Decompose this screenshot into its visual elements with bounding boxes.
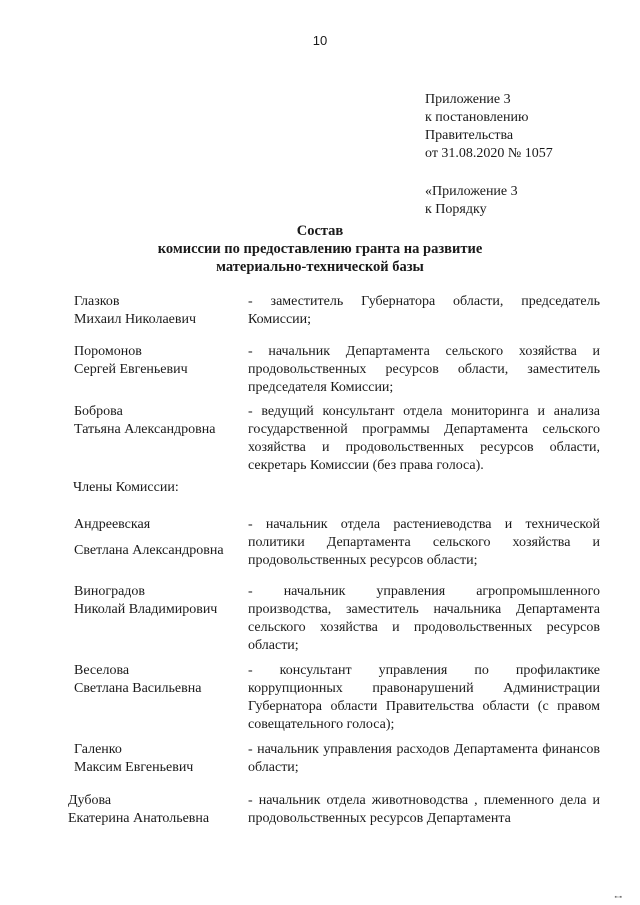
appendix-spacer — [425, 163, 625, 183]
appendix-line: «Приложение 3 — [425, 184, 518, 199]
person-role: - консультант управления по профилактике коррупционных правонарушений Администрации Губернатора области Правительства области (с правом совещательного голоса); — [248, 663, 600, 732]
person-role: - ведущий консультант отдела мониторинга и анализа государственной программы Департамента сельского хозяйства и продовольственных ресурсов области, секретарь Комиссии (без права голоса). — [248, 404, 600, 473]
given-names: Екатерина Анатольевна — [68, 811, 210, 826]
surname: Дубова — [68, 793, 112, 808]
person-name — [74, 662, 244, 698]
surname: Поромонов — [74, 344, 142, 359]
appendix-line: Приложение 3 — [425, 92, 511, 107]
surname: Глазков — [74, 294, 120, 309]
given-names: Светлана Александровна — [74, 543, 224, 558]
person-role: - заместитель Губернатора области, председатель Комиссии; — [248, 294, 600, 327]
person-role: - начальник отдела животноводства , племенного дела и продовольственных ресурсов Департамента — [248, 793, 600, 826]
surname: Боброва — [74, 404, 123, 419]
person-role: - начальник отдела растениеводства и технической политики Департамента сельского хозяйства и продовольственных ресурсов области; — [248, 517, 600, 568]
document-title — [0, 222, 640, 276]
appendix-line: к постановлению — [425, 110, 529, 125]
title-line: Состав — [296, 223, 344, 239]
appendix-line: к Порядку — [425, 202, 487, 217]
person-role: - начальник управления агропромышленного производства, заместитель начальника Департамента сельского хозяйства и продовольственных ресурсов области; — [248, 584, 600, 653]
given-names: Михаил Николаевич — [74, 312, 197, 327]
person-name — [74, 293, 244, 329]
surname: Виноградов — [74, 584, 146, 599]
appendix-line: от 31.08.2020 № 1057 — [425, 146, 553, 161]
surname: Галенко — [74, 742, 122, 757]
person-name — [68, 792, 246, 828]
scan-mark: ▪▫▪ — [614, 894, 622, 901]
appendix-block — [425, 91, 625, 219]
person-name — [74, 583, 244, 619]
given-names: Максим Евгеньевич — [74, 760, 194, 775]
person-name — [74, 741, 244, 777]
person-name — [74, 343, 244, 379]
given-names: Светлана Васильевна — [74, 681, 202, 696]
given-names: Татьяна Александровна — [74, 422, 216, 437]
members-heading: Члены Комиссии: — [73, 480, 179, 495]
appendix-line: Правительства — [425, 128, 514, 143]
person-name — [74, 403, 244, 439]
title-line: комиссии по предоставлению гранта на развитие — [157, 241, 483, 257]
surname: Веселова — [74, 663, 130, 678]
given-names: Сергей Евгеньевич — [74, 362, 188, 377]
title-line: материально-технической базы — [216, 259, 424, 275]
page-number: 10 — [312, 33, 328, 48]
given-names: Николай Владимирович — [74, 602, 218, 617]
person-role: - начальник Департамента сельского хозяйства и продовольственных ресурсов области, заместитель председателя Комиссии; — [248, 344, 600, 395]
person-role: - начальник управления расходов Департамента финансов области; — [248, 742, 600, 775]
person-name — [74, 516, 250, 560]
surname: Андреевская — [74, 517, 151, 532]
